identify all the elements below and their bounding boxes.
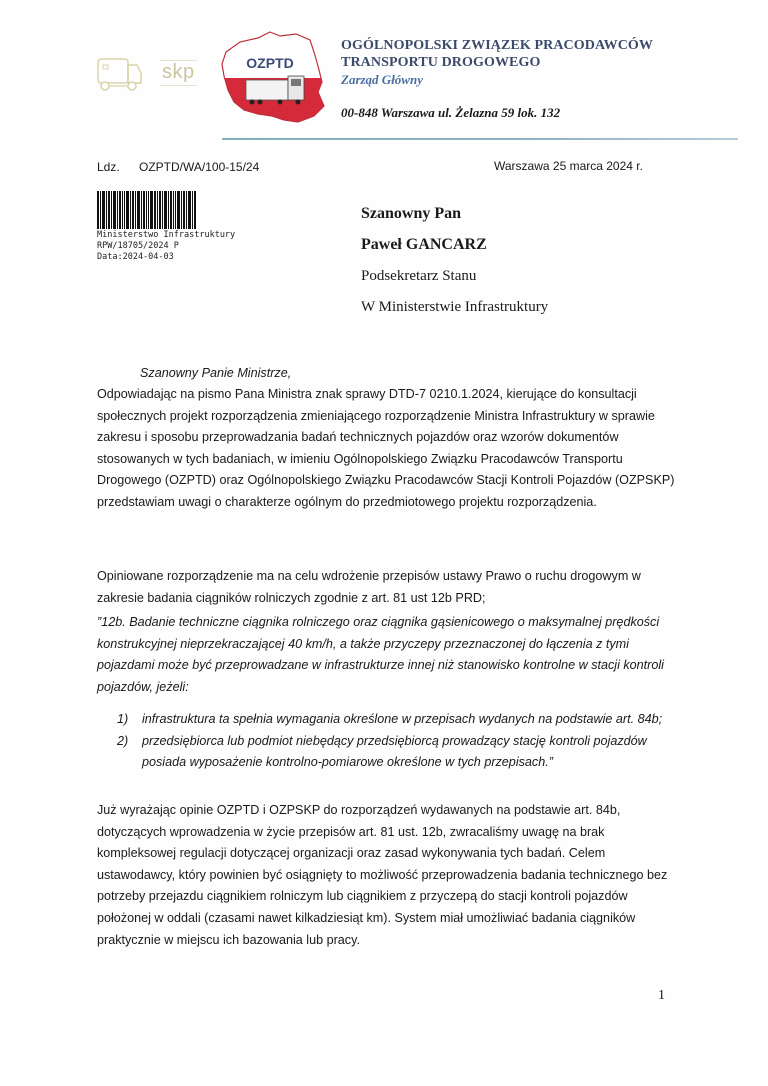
recipient-block xyxy=(361,204,548,328)
paragraph-3: Już wyrażając opinie OZPTD i OZPSKP do rozporządzeń wydawanych na podstawie art. 84b, dotyczących wprowadzenia w życie przepisów art. 81 ust. 12b, zwracaliśmy uwagę na brak kompleksowej regulacji dotyczącej organizacji oraz zasad wykonywania tych badań. Celem ustawodawcy, który powinien być osiągnięty to możliwość przeprowadzenia badania technicznego bez potrzeby przejazdu ciągnikiem rolniczym lub ciągnikiem z przyczepą do stacji kontroli pojazdów położonej w oddali (czasami nawet kilkadziesiąt km). System miał umożliwiać badania ciągników praktycznie w miejscu ich bazowania lub pracy. xyxy=(97,803,668,947)
recipient-title: Podsekretarz Stanu xyxy=(361,268,477,284)
svg-text:OZPTD: OZPTD xyxy=(246,55,294,71)
recipient-greeting: Szanowny Pan xyxy=(361,205,462,222)
recipient-institution: W Ministerstwie Infrastruktury xyxy=(361,299,549,315)
reference-value: OZPTD/WA/100-15/24 xyxy=(139,160,260,174)
list-item-number: 2) xyxy=(117,733,129,748)
header-divider xyxy=(222,138,738,140)
reference-number xyxy=(97,160,259,174)
org-name-line2: TRANSPORTU DROGOWEGO xyxy=(341,55,541,70)
recipient-name: Paweł GANCARZ xyxy=(361,236,487,253)
salutation: Szanowny Panie Ministrze, xyxy=(140,366,292,380)
list-item xyxy=(117,709,677,731)
reference-label: Ldz. xyxy=(97,160,120,174)
paragraph-2: Opiniowane rozporządzenie ma na celu wdrożenie przepisów ustawy Prawo o ruchu drogowym w zakresie badania ciągników rolniczych zgodnie z art. 81 ust 12b PRD; xyxy=(97,569,641,605)
ozptd-poland-map-logo xyxy=(218,26,330,126)
org-address: 00-848 Warszawa ul. Żelazna 59 lok. 132 xyxy=(341,105,561,120)
quote-list xyxy=(117,709,677,774)
stamp-rpw-number: RPW/18705/2024 P xyxy=(97,241,179,251)
org-name-line1: OGÓLNOPOLSKI ZWIĄZEK PRACODAWCÓW xyxy=(341,38,654,53)
legal-quote: ”12b. Badanie techniczne ciągnika rolniczego oraz ciągnika gąsienicowego o maksymalnej prędkości konstrukcyjnej nieprzekraczającej 40 km/h, a także przyczepy przeznaczonej do łączenia z tymi pojazdami może być przeprowadzane w infrastrukturze innej niż stanowisko kontrolne w stacji kontroli pojazdów, jeżeli: xyxy=(97,615,664,694)
registry-stamp xyxy=(97,230,235,263)
skp-logo: skp xyxy=(160,60,197,86)
van-icon xyxy=(95,55,143,93)
list-item-text: przedsiębiorca lub podmiot niebędący przedsiębiorcą prowadzący stację kontroli pojazdów posiada wyposażenie kontrolno-pomiarowe określone w tych przepisach.” xyxy=(142,733,647,770)
paragraph-1: Odpowiadając na pismo Pana Ministra znak sprawy DTD-7 0210.1.2024, kierujące do konsultacji społecznych projekt rozporządzenia zmieniającego rozporządzenie Ministra Infrastruktury w sprawie zakresu i sposobu przeprowadzania badań technicznych pojazdów oraz wzorów dokumentów stosowanych w tych badaniach, w imieniu Ogólnopolskiego Związku Pracodawców Transportu Drogowego (OZPTD) oraz Ogólnopolskiego Związku Pracodawców Stacji Kontroli Pojazdów (OZPSKP) przedstawiam uwagi o charakterze ogólnym do przedmiotowego projektu rozporządzenia. xyxy=(97,387,675,509)
stamp-date: Data:2024-04-03 xyxy=(97,252,174,262)
list-item-text: infrastruktura ta spełnia wymagania określone w przepisach wydanych na podstawie art. 84b; xyxy=(142,712,663,726)
org-subtitle: Zarząd Główny xyxy=(341,72,423,87)
list-item xyxy=(117,731,677,774)
list-item-number: 1) xyxy=(117,712,129,726)
organization-header xyxy=(341,37,653,88)
page-number: 1 xyxy=(658,988,665,1003)
place-date: Warszawa 25 marca 2024 r. xyxy=(494,159,643,173)
barcode-icon xyxy=(97,191,197,229)
stamp-ministry: Ministerstwo Infrastruktury xyxy=(97,230,236,240)
